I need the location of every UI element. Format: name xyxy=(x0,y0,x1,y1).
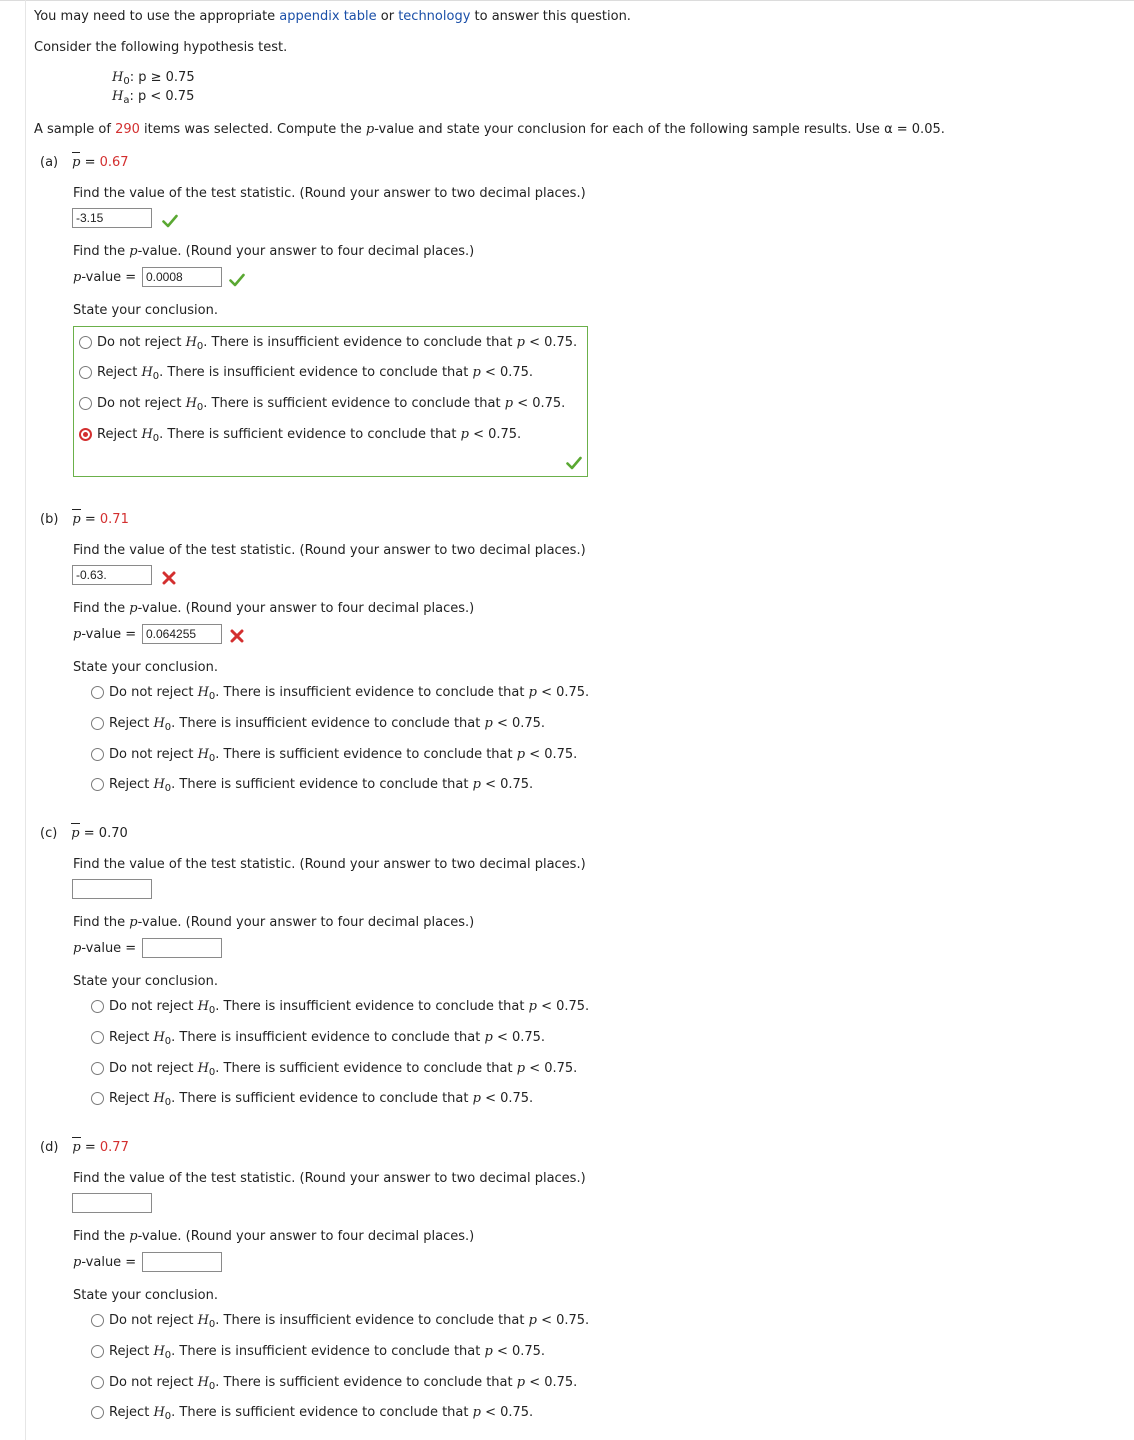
conclusion-option-label[interactable]: Reject $H_0$. There is sufficient evidence to conclude that p < 0.75. xyxy=(97,427,522,444)
p-value-input[interactable]: 0.0008 xyxy=(142,267,222,287)
conclusion-radio-2[interactable] xyxy=(79,366,92,379)
technology-link[interactable]: technology xyxy=(398,9,471,24)
p-value-prompt: Find the p-value. (Round your answer to four decimal places.) xyxy=(73,601,475,616)
conclusion-option-label[interactable]: Do not reject $H_0$. There is insufficient evidence to conclude that p < 0.75. xyxy=(109,1313,590,1330)
correct-check-icon xyxy=(229,273,245,287)
p-hat-symbol: p xyxy=(72,1140,81,1155)
test-stat-input[interactable] xyxy=(72,1193,152,1213)
conclusion-option-label[interactable]: Do not reject $H_0$. There is insufficient evidence to conclude that p < 0.75. xyxy=(97,335,578,352)
p-value-label: p-value = xyxy=(73,1255,137,1270)
part-label: (d) xyxy=(40,1140,59,1155)
conclusion-option-label[interactable]: Reject $H_0$. There is insufficient evidence to conclude that p < 0.75. xyxy=(109,716,546,733)
conclusion-option-label[interactable]: Do not reject $H_0$. There is sufficient evidence to conclude that p < 0.75. xyxy=(97,396,566,413)
appendix-table-link[interactable]: appendix table xyxy=(279,9,377,24)
conclusion-option-label[interactable]: Reject $H_0$. There is sufficient evidence to conclude that p < 0.75. xyxy=(109,1091,534,1108)
conclusion-option-label[interactable]: Reject $H_0$. There is sufficient evidence to conclude that p < 0.75. xyxy=(109,777,534,794)
part-d-header: (d) p = 0.77 xyxy=(40,1140,129,1155)
conclusion-prompt: State your conclusion. xyxy=(73,660,218,675)
test-stat-prompt: Find the value of the test statistic. (Round your answer to two decimal places.) xyxy=(73,186,586,201)
part-label: (b) xyxy=(40,512,59,527)
intro-text: You may need to use the appropriate appendix table or technology to answer this question. xyxy=(34,9,631,24)
conclusion-option-label[interactable]: Do not reject $H_0$. There is insufficient evidence to conclude that p < 0.75. xyxy=(109,685,590,702)
conclusion-option-label[interactable]: Do not reject $H_0$. There is sufficient evidence to conclude that p < 0.75. xyxy=(109,1375,578,1392)
p-hat-symbol: p xyxy=(72,155,81,170)
conclusion-prompt: State your conclusion. xyxy=(73,1288,218,1303)
p-value-prompt: Find the p-value. (Round your answer to four decimal places.) xyxy=(73,1229,475,1244)
p-value-prompt: Find the p-value. (Round your answer to four decimal places.) xyxy=(73,915,475,930)
conclusion-radio-2[interactable] xyxy=(91,1031,104,1044)
top-divider xyxy=(0,0,1134,1)
conclusion-option-label[interactable]: Reject $H_0$. There is insufficient evidence to conclude that p < 0.75. xyxy=(109,1030,546,1047)
p-value-prompt: Find the p-value. (Round your answer to four decimal places.) xyxy=(73,244,475,259)
incorrect-x-icon xyxy=(230,629,244,643)
conclusion-radio-3[interactable] xyxy=(79,397,92,410)
test-stat-input[interactable]: -0.63. xyxy=(72,565,152,585)
p-value-label: p-value = xyxy=(73,627,137,642)
p-hat-symbol: p xyxy=(72,512,81,527)
test-stat-prompt: Find the value of the test statistic. (Round your answer to two decimal places.) xyxy=(73,1171,586,1186)
conclusion-radio-4[interactable] xyxy=(91,1092,104,1105)
conclusion-radio-3[interactable] xyxy=(91,748,104,761)
conclusion-prompt: State your conclusion. xyxy=(73,974,218,989)
conclusion-option-label[interactable]: Do not reject $H_0$. There is insufficient evidence to conclude that p < 0.75. xyxy=(109,999,590,1016)
test-stat-input[interactable]: -3.15 xyxy=(72,208,152,228)
conclusion-radio-3[interactable] xyxy=(91,1376,104,1389)
p-value-input[interactable]: 0.064255 xyxy=(142,624,222,644)
conclusion-option-label[interactable]: Do not reject $H_0$. There is sufficient evidence to conclude that p < 0.75. xyxy=(109,1061,578,1078)
p-hat-value: 0.67 xyxy=(99,155,129,170)
part-a-header: (a) p = 0.67 xyxy=(40,155,129,170)
conclusion-option-label[interactable]: Do not reject $H_0$. There is sufficient evidence to conclude that p < 0.75. xyxy=(109,747,578,764)
test-stat-input[interactable] xyxy=(72,879,152,899)
conclusion-radio-1[interactable] xyxy=(79,336,92,349)
p-hat-symbol: p xyxy=(71,826,80,841)
conclusion-radio-1[interactable] xyxy=(91,1314,104,1327)
incorrect-x-icon xyxy=(162,571,176,585)
test-stat-prompt: Find the value of the test statistic. (Round your answer to two decimal places.) xyxy=(73,543,586,558)
consider-text: Consider the following hypothesis test. xyxy=(34,40,288,55)
conclusion-prompt: State your conclusion. xyxy=(73,303,218,318)
conclusion-radio-2[interactable] xyxy=(91,1345,104,1358)
p-hat-value: 0.70 xyxy=(98,826,128,841)
null-hypothesis: $H_0$: p ≥ 0.75 xyxy=(112,70,195,87)
conclusion-option-label[interactable]: Reject $H_0$. There is insufficient evidence to conclude that p < 0.75. xyxy=(109,1344,546,1361)
p-value-input[interactable] xyxy=(142,1252,222,1272)
p-value-label: p-value = xyxy=(73,941,137,956)
conclusion-radio-4[interactable] xyxy=(91,778,104,791)
conclusion-option-label[interactable]: Reject $H_0$. There is sufficient evidence to conclude that p < 0.75. xyxy=(109,1405,534,1422)
conclusion-radio-4[interactable] xyxy=(79,428,92,441)
conclusion-radio-1[interactable] xyxy=(91,1000,104,1013)
p-hat-value: 0.71 xyxy=(99,512,129,527)
left-margin-line xyxy=(25,0,26,1440)
p-hat-value: 0.77 xyxy=(99,1140,129,1155)
p-value-input[interactable] xyxy=(142,938,222,958)
part-b-header: (b) p = 0.71 xyxy=(40,512,129,527)
conclusion-radio-3[interactable] xyxy=(91,1062,104,1075)
conclusion-radio-1[interactable] xyxy=(91,686,104,699)
conclusion-radio-2[interactable] xyxy=(91,717,104,730)
conclusion-option-label[interactable]: Reject $H_0$. There is insufficient evidence to conclude that p < 0.75. xyxy=(97,365,534,382)
conclusion-radio-4[interactable] xyxy=(91,1406,104,1419)
part-label: (c) xyxy=(40,826,58,841)
correct-check-icon xyxy=(162,214,178,228)
part-c-header: (c) p = 0.70 xyxy=(40,826,128,841)
p-value-label: p-value = xyxy=(73,270,137,285)
alternative-hypothesis: $H_a$: p < 0.75 xyxy=(112,89,195,106)
test-stat-prompt: Find the value of the test statistic. (Round your answer to two decimal places.) xyxy=(73,857,586,872)
sample-statement: A sample of 290 items was selected. Compute the p-value and state your conclusion for each of the following sample results. Use α = 0.05. xyxy=(34,122,945,137)
correct-check-icon xyxy=(566,456,582,470)
part-label: (a) xyxy=(40,155,59,170)
